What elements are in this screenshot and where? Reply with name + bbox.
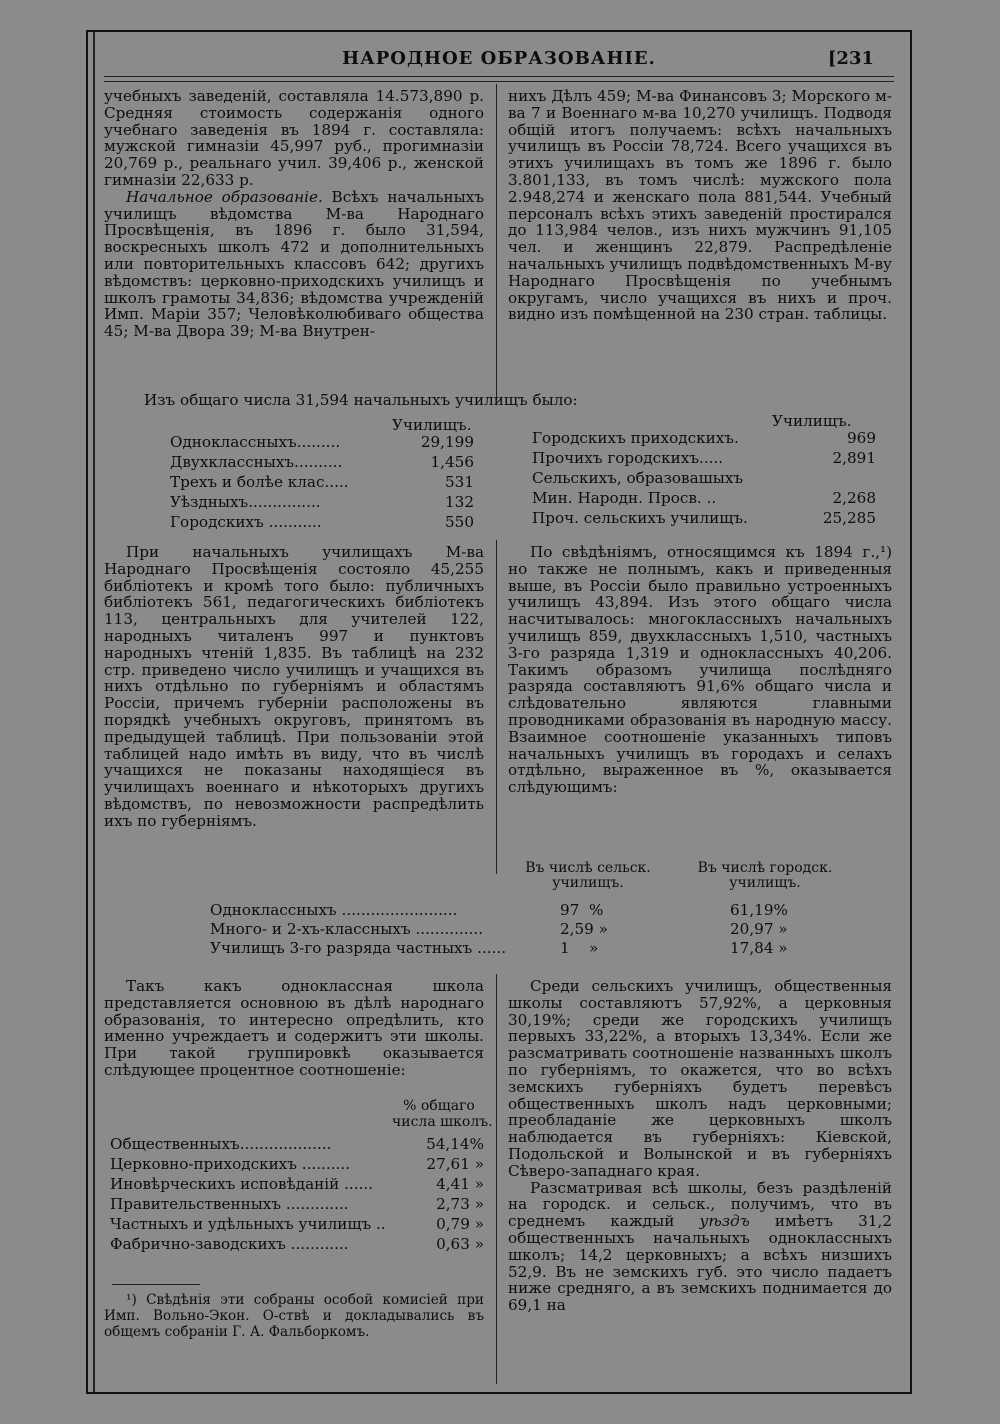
row-value-rural: 97 % (560, 901, 604, 919)
row-label: Проч. сельскихъ училищъ. (532, 509, 748, 527)
footnote-text: ¹) Свѣдѣнія эти собраны особой комисіей при Имп. Вольно-Экон. О-ствѣ и докладывались въ общемъ собраніи Г. А. Фальборкомъ. (104, 1292, 484, 1340)
row-value: 550 (445, 513, 474, 531)
row-label: Одноклассныхъ ........................ (210, 901, 458, 919)
row-label: Частныхъ и удѣльныхъ училищъ .. (110, 1215, 386, 1233)
row-value-rural: 1 » (560, 939, 599, 957)
table2-header-urban: Въ числѣ городск. училищъ. (697, 860, 833, 891)
row-label: Двухклассныхъ.......... (170, 453, 343, 471)
paragraph-grouping: Такъ какъ одноклассная школа представляется основною въ дѣлѣ народнаго образованія, то интересно опредѣлить, кто именно учреждаетъ и содержитъ эти школы. При такой группировкѣ оказывается слѣдующее процентное соотношеніе: (104, 977, 484, 1079)
left-column-3 (104, 978, 484, 1079)
footnote (104, 1292, 484, 1340)
row-label: Церковно-приходскихъ .......... (110, 1155, 351, 1173)
row-value: 132 (445, 493, 474, 511)
paragraph-libraries: При начальныхъ училищахъ М-ва Народнаго Просвѣщенія состояло 45,255 библіотекъ и кромѣ того было: публичныхъ библіотекъ 561, педагогическихъ библіотекъ 113, центральныхъ для учителей 122, народныхъ читаленъ 997 и пунктовъ народныхъ чтеній 1,835. Въ таблицѣ на 232 стр. приведено число училищъ и учащихся въ нихъ отдѣльно по губерніямъ и областямъ Россіи, причемъ губерніи расположены въ порядкѣ учебныхъ округовъ, принятомъ въ предыдущей таблицѣ. При пользованіи этой таблицей надо имѣть въ виду, что въ числѣ учащихся не показаны находящіеся въ училищахъ военнаго и нѣкоторыхъ другихъ вѣдомствъ, по невозможности распредѣлить ихъ по губерніямъ. (104, 543, 484, 830)
row-label: Правительственныхъ ............. (110, 1195, 349, 1213)
paragraph-rural-urban-share: Среди сельскихъ училищъ, общественныя школы составляютъ 57,92%, а церковныя 30,19%; среди же городскихъ училищъ первыхъ 33,22%, а вторыхъ 13,34%. Если же разсматривать соотношеніе названныхъ школъ по губерніямъ, то окажется, что во всѣхъ земскихъ губерніяхъ будетъ перевѣсъ общественныхъ школъ надъ церковными; преобладаніе же церковныхъ школъ наблюдается въ губерніяхъ: Кіевской, Подольской и Волынской и въ губерніяхъ Сѣверо-западнаго края. (508, 977, 892, 1180)
left-column-2 (104, 544, 484, 830)
running-header (88, 42, 910, 76)
right-column-1 (508, 88, 892, 323)
row-value-urban: 20,97 » (730, 920, 788, 938)
page (86, 30, 912, 1394)
row-value: 1,456 (430, 453, 474, 471)
right-column-3 (508, 978, 892, 1314)
row-label: Одноклассныхъ......... (170, 433, 341, 451)
row-label: Городскихъ ........... (170, 513, 322, 531)
row-value: 54,14% (426, 1135, 484, 1153)
header-rule (104, 76, 894, 82)
row-label: Общественныхъ................... (110, 1135, 332, 1153)
right-column-2 (508, 544, 892, 796)
row-value: 25,285 (822, 509, 876, 527)
running-title: НАРОДНОЕ ОБРАЗОВАНІЕ. (342, 48, 656, 69)
row-label: Много- и 2-хъ-классныхъ .............. (210, 920, 484, 938)
row-value: 969 (847, 429, 876, 447)
left-column-1 (104, 88, 484, 340)
row-value: 2,73 » (436, 1195, 484, 1213)
section-heading-italic: Начальное образованіе. (126, 187, 323, 206)
table1-left-header: Училищъ. (392, 416, 472, 434)
row-label: Мин. Народн. Просв. .. (532, 489, 717, 507)
row-value: 2,891 (832, 449, 876, 467)
paragraph-primary-text: Всѣхъ начальныхъ училищъ вѣдомства М-ва Народнаго Просвѣщенія, въ 1896 г. было 31,594, воскресныхъ школъ 472 и дополнительныхъ или повторительныхъ классовъ 642; другихъ вѣдомствъ: церковно-приходскихъ училищъ и школъ грамоты 34,836; вѣдомства учрежденій Имп. Маріи 357; Человѣколюбиваго общества 45; М-ва Двора 39; М-ва Внутрен- (104, 187, 484, 341)
table1-right-header: Училищъ. (772, 412, 852, 430)
page-edge-line (93, 32, 95, 1392)
paragraph-uezd-average: Разсматривая всѣ школы, безъ раздѣленій на городск. и сельск., получимъ, что въ среднемъ каждый уѣздъ имѣетъ 31,2 общественныхъ начальныхъ одноклассныхъ школъ; 14,2 церковныхъ; а всѣхъ низшихъ 52,9. Въ не земскихъ губ. это число падаетъ ниже средняго, а въ земскихъ поднимается до 69,1 на (508, 1178, 893, 1315)
row-label: Прочихъ городскихъ..... (532, 449, 724, 467)
row-value: 2,268 (832, 489, 876, 507)
table3-header: % общаго числа школъ. (392, 1098, 493, 1130)
uezd-italic: уѣздъ (699, 1212, 750, 1231)
row-label: Трехъ и болѣе клас..... (170, 473, 349, 491)
row-value-rural: 2,59 » (560, 920, 608, 938)
table2-header-rural: Въ числѣ сельск. училищъ. (525, 860, 651, 891)
row-value-urban: 17,84 » (730, 939, 788, 957)
paragraph-totals: нихъ Дѣлъ 459; М-ва Финансовъ 3; Морского м-ва 7 и Военнаго м-ва 10,270 училищъ. Подводя общій итогъ получаемъ: всѣхъ начальныхъ училищъ въ Россіи 78,724. Всего учащихся въ этихъ училищахъ въ томъ же 1896 г. было 3.801,133, въ томъ числѣ: мужского пола 2.948,274 и женскаго пола 881,544. Учебный персоналъ всѣхъ этихъ заведеній простирался до 113,984 челов., изъ нихъ мужчинъ 91,105 чел. и женщинъ 22,879. Распредѣленіе начальныхъ училищъ подвѣдомственныхъ М-ву Народнаго Просвѣщенія по учебнымъ округамъ, число учащихся въ нихъ и проч. видно изъ помѣщенной на 230 стран. таблицы. (508, 87, 892, 324)
column-divider-2 (496, 540, 497, 874)
row-label: Иновѣрческихъ исповѣданій ...... (110, 1175, 374, 1193)
row-label: Уѣздныхъ............... (170, 493, 321, 511)
row-label: Городскихъ приходскихъ. (532, 429, 739, 447)
paragraph-primary-education (104, 189, 484, 340)
row-value: 29,199 (420, 433, 474, 451)
row-value-urban: 61,19% (730, 901, 788, 919)
row-value: 0,63 » (436, 1235, 484, 1253)
row-value: 0,79 » (436, 1215, 484, 1233)
row-value: 531 (445, 473, 474, 491)
paragraph-secondary-cost: учебныхъ заведеній, составляла 14.573,890 р. Средняя стоимость содержанія одного учебнаго заведенія въ 1894 г. составляла: мужской гимназіи 45,997 руб., прогимназіи 20,769 р., реальнаго учил. 39,406 р., женской гимназіи 22,633 р. (104, 87, 484, 189)
row-label: Сельскихъ, образовашыхъ (532, 469, 744, 487)
table1-intro: Изъ общаго числа 31,594 начальныхъ училищъ было: (144, 391, 578, 409)
row-value: 27,61 » (426, 1155, 484, 1173)
column-divider-1 (496, 84, 497, 400)
column-divider-3 (496, 974, 497, 1384)
row-value: 4,41 » (436, 1175, 484, 1193)
paragraph-1894-data: По свѣдѣніямъ, относящимся къ 1894 г.,¹) но также не полнымъ, какъ и приведенныя выше, въ Россіи было правильно устроенныхъ училищъ 43,894. Изъ этого общаго числа насчитывалось: многоклассныхъ начальныхъ училищъ 859, двухклассныхъ 1,510, частныхъ 3-го разряда 1,319 и одноклассныхъ 40,206. Такимъ образомъ училища послѣдняго разряда составляютъ 91,6% общаго числа и слѣдовательно являются главными проводниками образованія въ народную массу. Взаимное соотношеніе указанныхъ типовъ начальныхъ училищъ въ городахъ и селахъ отдѣльно, выраженное въ %, оказывается слѣдующимъ: (508, 543, 892, 797)
footnote-rule (112, 1284, 200, 1285)
row-label: Училищъ 3-го разряда частныхъ ...... (210, 939, 507, 957)
page-number: [231 (827, 48, 874, 69)
row-label: Фабрично-заводскихъ ............ (110, 1235, 349, 1253)
